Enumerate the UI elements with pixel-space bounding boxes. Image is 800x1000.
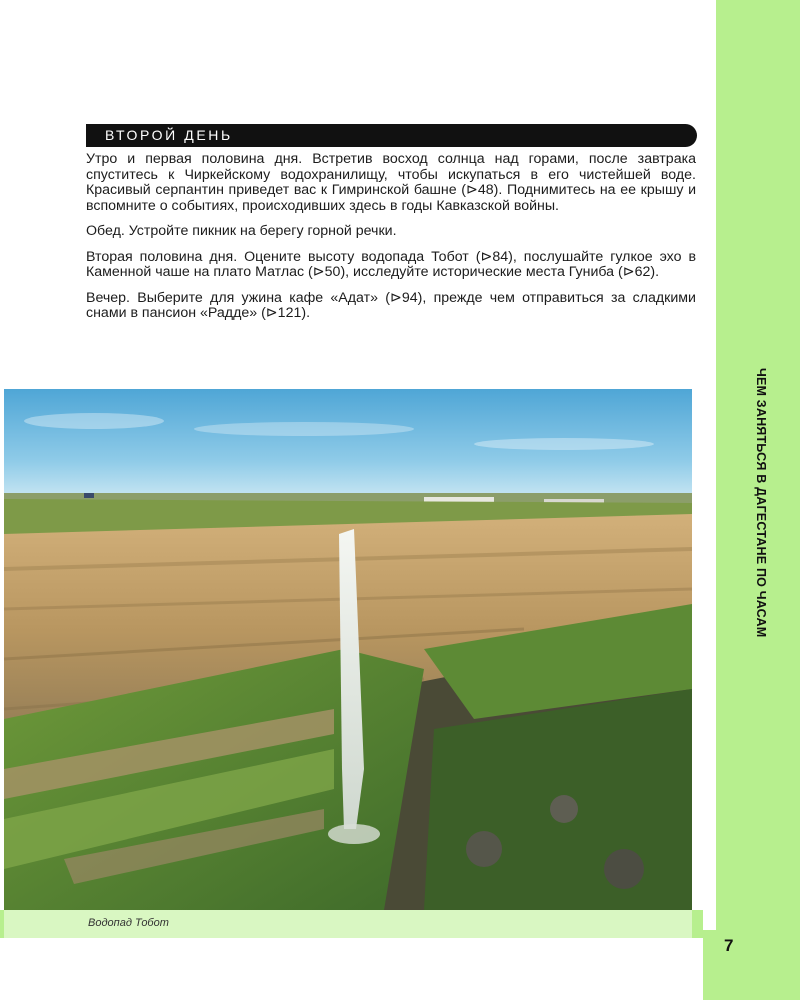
paragraph-morning: Утро и первая половина дня. Встретив восход солнца над горами, после завтрака спуститесь к Чиркейскому водохранилищу, чтобы искупаться в его чистейшей воде. Красивый серпантин приведет вас к Гимринской башне (⊳48). Поднимитесь на ее крышу и вспомните о событиях, происходивших здесь в годы Кавказской войны. — [86, 151, 696, 214]
page-number: 7 — [724, 936, 734, 955]
waterfall-photo — [4, 389, 692, 910]
paragraph-lunch: Обед. Устройте пикник на берегу горной речки. — [86, 223, 397, 239]
photo-caption: Водопад Тобот — [88, 917, 169, 929]
page-number-box — [703, 930, 800, 1000]
paragraph-evening: Вечер. Выберите для ужина кафе «Адат» (⊳94), прежде чем отправиться за сладкими снами в пансион «Радде» (⊳121). — [86, 289, 696, 321]
running-section-title: ЧЕМ ЗАНЯТЬСЯ В ДАГЕСТАНЕ ПО ЧАСАМ — [754, 368, 768, 638]
section-heading: ВТОРОЙ ДЕНЬ — [105, 127, 233, 143]
itinerary-text — [86, 152, 696, 332]
paragraph-afternoon: Вторая половина дня. Оцените высоту водопада Тобот (⊳84), послушайте гулкое эхо в Каменной чаше на плато Матлас (⊳50), исследуйте исторические места Гуниба (⊳62). — [86, 248, 696, 280]
